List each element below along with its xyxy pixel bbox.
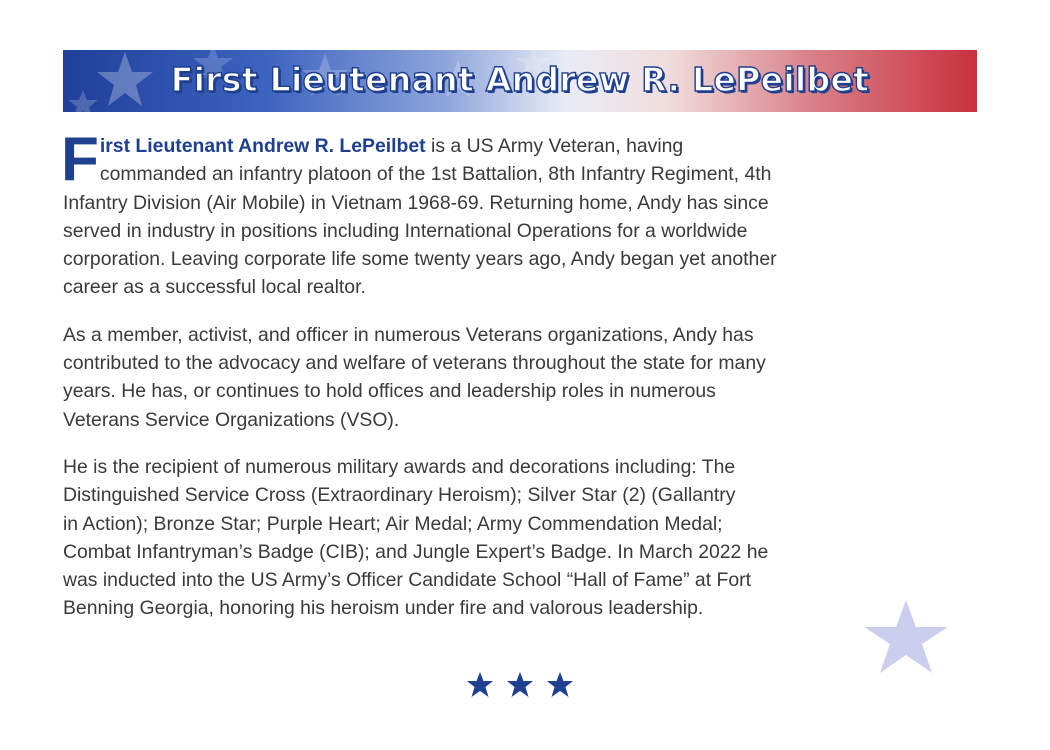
text-line: commanded an infantry platoon of the 1st Battalion, 8th Infantry Regiment, 4th [99,163,772,186]
lead-name: irst Lieutenant Andrew R. LePeilbet [99,135,426,157]
text-line-content: is a US Army Veteran, having [425,135,684,157]
text-line: career as a successful local realtor. [63,276,366,299]
text-line: Distinguished Service Cross (Extraordinary Heroism); Silver Star (2) (Gallantry [63,484,736,507]
text-line: Veterans Service Organizations (VSO). [63,408,400,431]
drop-cap: F [61,125,99,194]
text-line: contributed to the advocacy and welfare of veterans throughout the state for many [63,352,766,375]
text-line: Benning Georgia, honoring his heroism under fire and valorous leadership. [63,597,704,620]
text-line: He is the recipient of numerous military awards and decorations including: The [63,455,736,478]
text-line: corporation. Leaving corporate life some twenty years ago, Andy began yet another [63,248,777,271]
paragraph-organizations [63,321,983,434]
biography-article [61,125,983,642]
text-line [63,132,983,160]
footer-stars [462,670,582,700]
text-line: served in industry in positions including International Operations for a worldwide [63,219,748,242]
text-line: was inducted into the US Army’s Officer Candidate School “Hall of Fame” at Fort [63,569,751,592]
text-line: Combat Infantryman’s Badge (CIB); and Jungle Expert’s Badge. In March 2022 he [63,540,769,563]
text-line: As a member, activist, and officer in numerous Veterans organizations, Andy has [63,323,754,346]
title-banner [63,50,977,112]
text-line: years. He has, or continues to hold offices and leadership roles in numerous [63,380,716,403]
star-icon [467,672,493,697]
star-icon [507,672,533,697]
banner-title: First Lieutenant Andrew R. LePeilbet [170,60,870,99]
paragraph-awards [63,453,983,623]
text-line: Infantry Division (Air Mobile) in Vietnam 1968-69. Returning home, Andy has since [63,191,769,214]
paragraph-intro [61,125,983,302]
star-icon [860,598,952,676]
text-line: in Action); Bronze Star; Purple Heart; Air Medal; Army Commendation Medal; [63,512,723,535]
star-icon [547,672,573,697]
